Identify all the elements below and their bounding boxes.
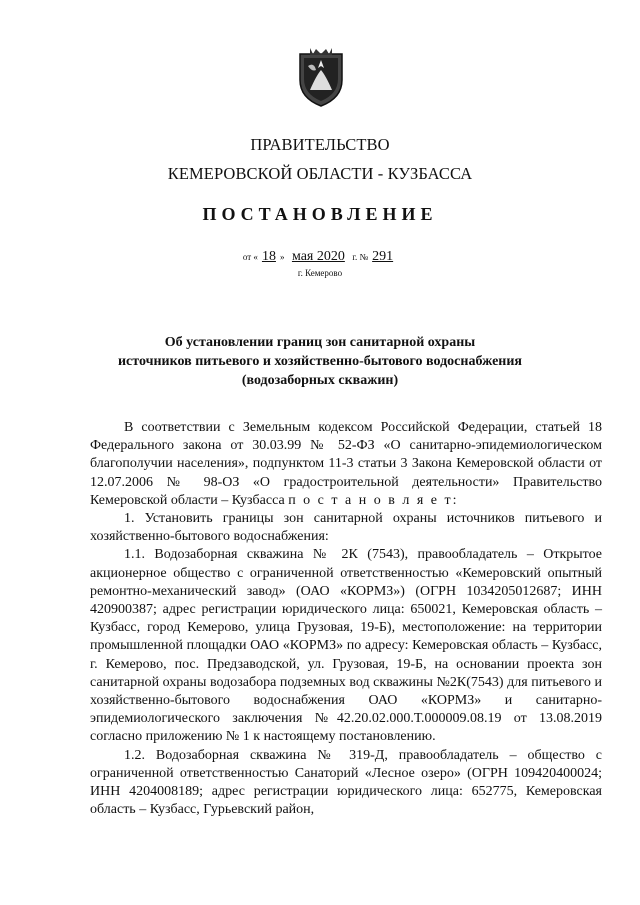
intro-paragraph [90,419,602,510]
paragraph-1-1: 1.1. Водозаборная скважина № 2К (7543), правообладатель – Открытое акционерное общество с ограниченной ответственностью «Кемеровский опытный ремонтно-механический завод» (ОАО «КОРМЗ») (ОГРН 1034205012687; ИНН 420900387; адрес регистрации юридического лица: 650021, Кемеровская область – Кузбасс, город Кемерово, улица Грузовая, 19-Б), местоположение: на территории промышленной площадки ОАО «КОРМЗ» по адресу: Кемеровская область – Кузбасс, г. Кемерово, пос. Предзаводской, ул. Грузовая, 19-Б, на основании проекта зон санитарной охраны водозабора подземных вод скважины №2К(7543) для питьевого и хозяйственно-бытового водоснабжения ОАО «КОРМЗ» и санитарно-эпидемиологического заключения №42.20.02.000.Т.000009.08.19 от 13.08.2019 согласно приложению № 1 к настоящему постановлению. [90,547,602,745]
document-type-title: ПОСТАНОВЛЕНИЕ [202,204,438,224]
paragraph-1: 1. Установить границы зон санитарной охраны источников питьевого и хозяйственно-бытового водоснабжения: [90,511,602,545]
subject-line1: Об установлении границ зон санитарной охраны [164,335,476,350]
intro-text: В соответствии с Земельным кодексом Российской Федерации, статьей 18 Федерального закона от 30.03.99 № 52-ФЗ «О санитарно-эпидемиологическом благополучии населения», подпунктом 11-3 статьи 3 Закона Кемеровской области от 12.07.2006 № 98-ОЗ «О градостроительной деятельности» Правительство Кемеровской области – Кузбасса [90,420,602,508]
city-label: г. Кемерово [297,268,343,278]
date-day: 18 [261,249,276,264]
document-number: 291 [372,249,394,264]
subject-line2: источников питьевого и хозяйственно-бытового водоснабжения [117,354,522,369]
government-title-line2: КЕМЕРОВСКОЙ ОБЛАСТИ - КУЗБАССА [167,164,473,183]
number-prefix: г. № [352,252,369,262]
coat-of-arms-emblem [296,46,346,108]
subject-line3: (водозаборных скважин) [241,373,399,388]
resolves-word: п о с т а н о в л я е т: [288,492,459,508]
government-title-line1: ПРАВИТЕЛЬСТВО [250,135,390,154]
paragraph-1-2: 1.2. Водозаборная скважина № 319-Д, правообладатель – общество с ограниченной ответственностью Санаторий «Лесное озеро» (ОГРН 109420400024; ИНН 4204008189; адрес регистрации юридического лица: 652775, Кемеровская область – Кузбасс, Гурьевский район, [90,747,602,818]
document-body [90,419,602,819]
date-prefix: от « [242,252,258,262]
date-number-line [0,249,640,265]
date-mid: » [279,252,285,262]
date-month-year: мая 2020 [291,249,345,264]
resolution-subject [90,333,550,390]
